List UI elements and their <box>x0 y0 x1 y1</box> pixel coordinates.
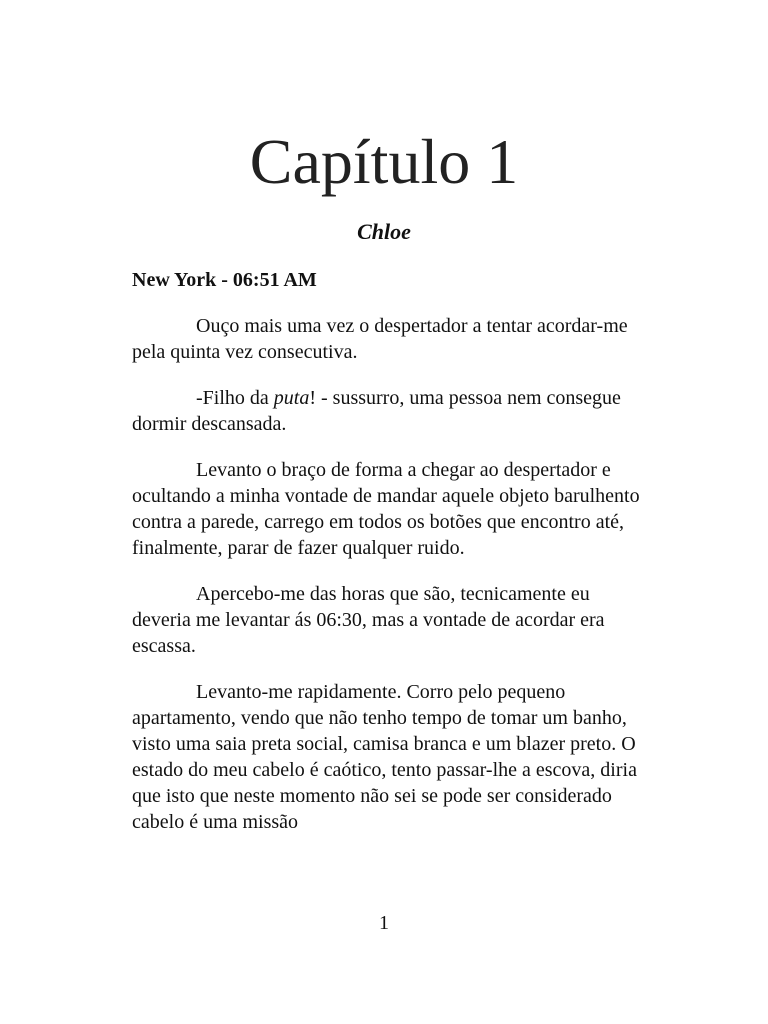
dialogue-end: ! - sussurro, uma pessoa nem consegue dormir descansada. <box>132 387 621 435</box>
chapter-body <box>132 267 642 855</box>
paragraph-dialogue <box>132 385 642 437</box>
dialogue-emphasis: puta <box>273 387 310 409</box>
paragraph-4: Levanto-me rapidamente. Corro pelo pequeno apartamento, vendo que não tenho tempo de tomar um banho, visto uma saia preta social, camisa branca e um blazer preto. O estado do meu cabelo é caótico, tento passar-lhe a escova, diria que isto que neste momento não sei se pode ser considerado cabelo é uma missão <box>132 681 637 833</box>
location-time-line: New York - 06:51 AM <box>132 269 317 291</box>
paragraph-1: Ouço mais uma vez o despertador a tentar acordar-me pela quinta vez consecutiva. <box>132 315 628 363</box>
chapter-pov-name: Chloe <box>357 219 411 244</box>
paragraph-2: Levanto o braço de forma a chegar ao despertador e ocultando a minha vontade de mandar aquele objeto barulhento contra a parede, carrego em todos os botões que encontro até, finalmente, parar de fazer qualquer ruido. <box>132 459 640 559</box>
chapter-title: Capítulo 1 <box>249 126 519 197</box>
page-number: 1 <box>379 912 389 934</box>
dialogue-start: -Filho da <box>196 387 274 409</box>
paragraph-3: Apercebo-me das horas que são, tecnicamente eu deveria me levantar ás 06:30, mas a vontade de acordar era escassa. <box>132 583 605 657</box>
